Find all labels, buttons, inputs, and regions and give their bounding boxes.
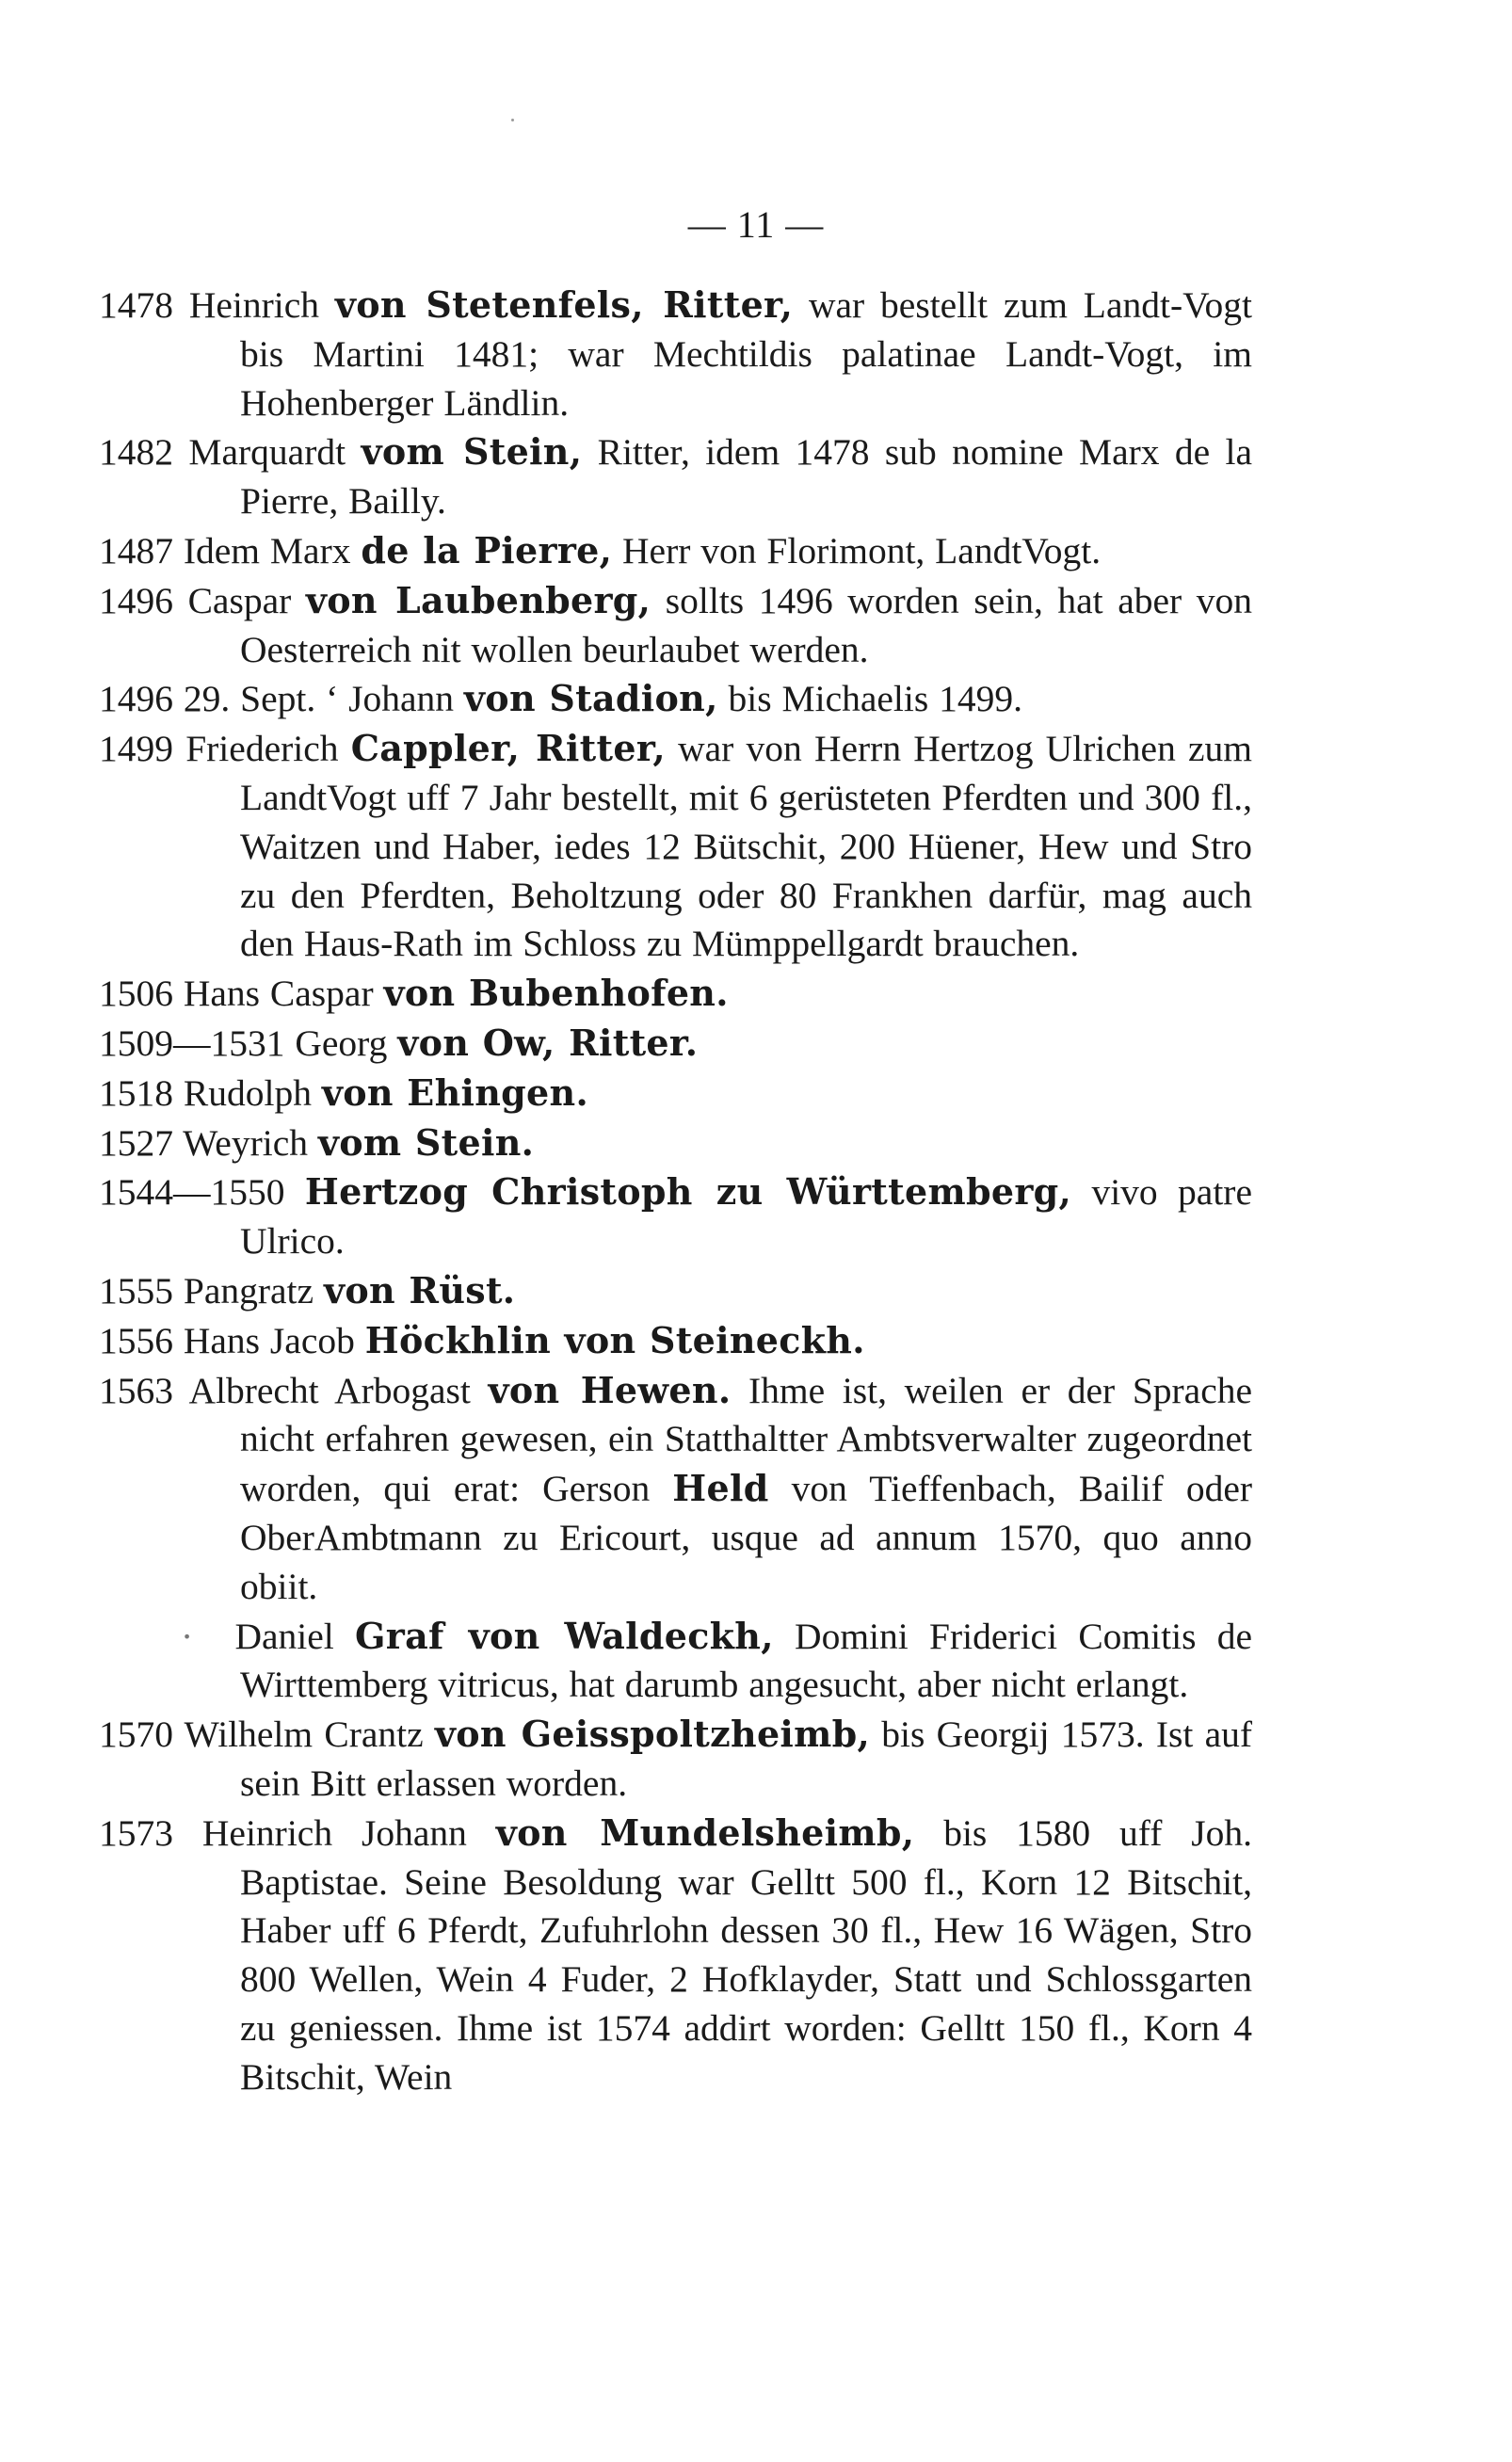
entry-firstname: Wilhelm Crantz <box>184 1714 424 1756</box>
entry-year: 1563 <box>99 1369 173 1411</box>
entry-year: 1518 <box>99 1071 173 1114</box>
entry-name: de la Pierre, <box>361 528 613 571</box>
entry-name: Cappler, Ritter, <box>350 727 666 770</box>
entry-name: von Mundelsheimb, <box>495 1810 915 1854</box>
entry-text: war von Herrn Hertzog Ulrichen zum LandtVogt uff 7 Jahr bestellt, mit 6 gerüsteten Pferdten und 300 fl., Waitzen und Haber, iedes 12 Bütschit, 200 Hüener, Hew und Stro zu den Pferdten, Beholtzung oder 80 Frankhen darfür, mag auch den Haus-Rath im Schloss zu Mümppellgardt brauchen. <box>240 728 1253 965</box>
entry-list <box>99 281 1252 2101</box>
entry-year: 1555 <box>99 1269 173 1311</box>
entry-1556 <box>99 1316 1252 1366</box>
entry-firstname: Hans Jacob <box>183 1319 355 1361</box>
entry-firstname: 29. Sept. ‘ Johann <box>183 678 455 720</box>
entry-1518 <box>99 1069 1252 1118</box>
entry-1563 <box>99 1366 1252 1612</box>
entry-daniel <box>99 1612 1252 1711</box>
entry-name: von Ehingen. <box>321 1070 588 1114</box>
entry-year: 1487 <box>99 529 173 571</box>
entry-text: sollts 1496 worden sein, hat aber von Oesterreich nit wollen beurlaubet werden. <box>240 579 1252 670</box>
entry-year: 1509—1531 <box>99 1022 285 1064</box>
entry-text: bis Georgij 1573. Ist auf sein Bitt erlassen worden. <box>240 1714 1253 1804</box>
entry-1496-laubenberg <box>99 576 1252 675</box>
entry-year: 1527 <box>99 1121 173 1164</box>
entry-1482 <box>99 427 1252 526</box>
entry-text: vivo patre Ulrico. <box>240 1171 1252 1263</box>
entry-firstname: Rudolph <box>183 1071 312 1114</box>
entry-firstname: Hans Caspar <box>183 973 374 1015</box>
entry-text: Ritter, idem 1478 sub nomine Marx de la Pierre, Bailly. <box>240 431 1253 523</box>
entry-name: von Laubenberg, <box>305 578 651 621</box>
entry-name: von Geisspoltzheimb, <box>434 1713 871 1756</box>
entry-name-secondary: Held <box>672 1467 769 1510</box>
entry-year: 1573 <box>99 1811 173 1854</box>
entry-year: 1506 <box>99 973 173 1015</box>
entry-name: Höckhlin von Steineckh. <box>364 1318 865 1361</box>
entry-year: 1556 <box>99 1319 173 1361</box>
entry-year: 1496 <box>99 579 173 621</box>
entry-year: 1570 <box>99 1714 173 1756</box>
entry-name: Hertzog Christoph zu Württemberg, <box>304 1170 1072 1214</box>
entry-firstname: Pangratz <box>183 1269 314 1311</box>
entry-1478 <box>99 281 1252 427</box>
entry-name: von Hewen. <box>488 1368 732 1411</box>
entry-firstname: Albrecht Arbogast <box>188 1369 471 1411</box>
entry-marker: · <box>181 1615 194 1657</box>
entry-name: von Stetenfels, Ritter, <box>334 283 794 326</box>
entry-1573 <box>99 1809 1252 2102</box>
entry-name: von Rüst. <box>323 1268 516 1311</box>
entry-1487 <box>99 526 1252 576</box>
entry-year: 1478 <box>99 284 173 326</box>
entry-1527 <box>99 1118 1252 1168</box>
entry-1499 <box>99 724 1252 969</box>
entry-firstname: Heinrich Johann <box>201 1811 467 1854</box>
entry-year: 1544—1550 <box>99 1171 285 1214</box>
entry-firstname: Friederich <box>185 728 339 770</box>
entry-firstname: Caspar <box>187 579 292 621</box>
entry-year: 1499 <box>99 728 173 770</box>
entry-1570 <box>99 1710 1252 1809</box>
entry-text: bis Michaelis 1499. <box>728 678 1022 720</box>
entry-text: Domini Friderici Comitis de Wirttemberg vitricus, hat darumb angesucht, aber nicht erlangt. <box>240 1615 1253 1706</box>
entry-firstname: Marquardt <box>188 431 346 474</box>
entry-text: Herr von Florimont, LandtVogt. <box>622 529 1102 571</box>
entry-firstname: Daniel <box>234 1615 334 1657</box>
entry-firstname: Weyrich <box>183 1121 308 1164</box>
entry-1555 <box>99 1266 1252 1316</box>
entry-firstname: Idem Marx <box>183 529 351 571</box>
entry-year: 1482 <box>99 431 173 474</box>
speck-mark <box>511 119 514 121</box>
entry-name: von Bubenhofen. <box>383 972 729 1015</box>
entry-text: bis 1580 uff Joh. Baptistae. Seine Besoldung war Gelltt 500 fl., Korn 12 Bitschit, Haber uff 6 Pferdt, Zufuhrlohn dessen 30 fl., Hew 16 Wägen, Stro 800 Wellen, Wein 4 Fuder, 2 Hofklayder, Statt und Schlossgarten zu geniessen. Ihme ist 1574 addirt worden: Gelltt 150 fl., Korn 4 Bitschit, Wein <box>240 1811 1253 2098</box>
entry-1506 <box>99 969 1252 1019</box>
entry-text: Ihme ist, weilen er der Sprache nicht erfahren gewesen, ein Statthaltter Ambtsverwalter zugeordnet worden, qui erat: Gerson <box>240 1369 1253 1510</box>
page-number: — 11 — <box>687 203 825 246</box>
entry-1509-1531 <box>99 1019 1252 1069</box>
entry-name: vom Stein. <box>317 1120 535 1164</box>
entry-name: von Stadion, <box>463 677 718 720</box>
entry-year: 1496 <box>99 678 173 720</box>
entry-firstname: Heinrich <box>188 284 320 326</box>
entry-name: von Ow, Ritter. <box>397 1021 699 1064</box>
entry-name: vom Stein, <box>361 430 583 474</box>
entry-name: Graf von Waldeckh, <box>355 1614 774 1657</box>
entry-text: war bestellt zum Landt-Vogt bis Martini 1481; war Mechtildis palatinae Landt-Vogt, im Hohenberger Ländlin. <box>240 284 1253 424</box>
entry-1496-stadion <box>99 674 1252 724</box>
entry-firstname: Georg <box>295 1022 388 1064</box>
entry-text-continued: von Tieffenbach, Bailif oder OberAmbtmann zu Ericourt, usque ad annum 1570, quo anno obiit. <box>240 1468 1253 1607</box>
entry-1544-1550 <box>99 1167 1252 1266</box>
